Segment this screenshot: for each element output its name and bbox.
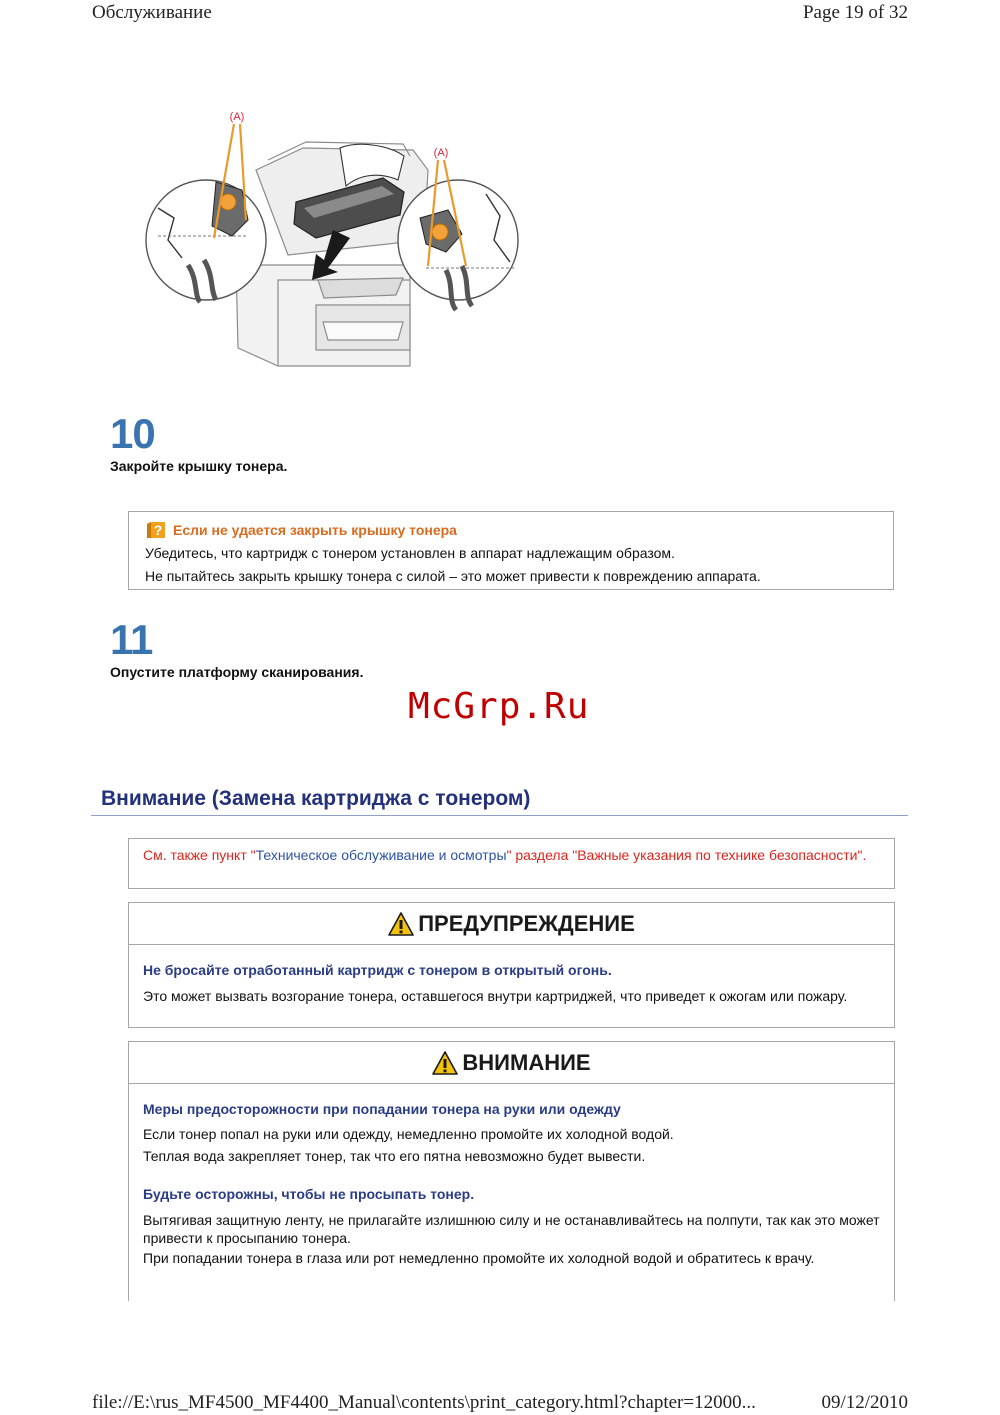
- warning-header: [129, 903, 894, 945]
- caution-box: [128, 1041, 895, 1301]
- section-title: Внимание (Замена картриджа с тонером): [101, 787, 531, 810]
- note-title-text: Если не удается закрыть крышку тонера: [173, 522, 457, 538]
- printer-illustration: [128, 90, 546, 382]
- note-title: [145, 521, 457, 539]
- footer-date: 09/12/2010: [821, 1392, 908, 1413]
- step-11-number: 11: [110, 616, 153, 663]
- warning-text: Это может вызвать возгорание тонера, оставшегося внутри картриджей, что приведет к ожогам или пожару.: [143, 988, 848, 1004]
- callout-label-right: (A): [433, 147, 449, 159]
- header-section-title: Обслуживание: [92, 2, 212, 23]
- caution-triangle-icon: [432, 1051, 458, 1075]
- left-detail-circle: [146, 180, 266, 302]
- caution-text-2a: Вытягивая защитную ленту, не прилагайте излишнюю силу и не останавливайтесь на полпути, так как это может привести к просыпанию тонера.: [143, 1212, 880, 1246]
- warning-heading: ПРЕДУПРЕЖДЕНИЕ: [418, 910, 635, 936]
- note-line-1: Убедитесь, что картридж с тонером установлен в аппарат надлежащим образом.: [145, 545, 675, 561]
- step-10-number: 10: [110, 410, 155, 457]
- see-also-suffix: " раздела "Важные указания по технике безопасности".: [506, 847, 867, 863]
- see-also-prefix: См. также пункт ": [143, 847, 256, 863]
- caution-text-1b: Теплая вода закрепляет тонер, так что его пятна невозможно будет вывести.: [143, 1148, 646, 1164]
- caution-header: [129, 1042, 894, 1084]
- warning-subtitle: Не бросайте отработанный картридж с тонером в открытый огонь.: [143, 962, 612, 978]
- caution-text-2b: При попадании тонера в глаза или рот немедленно промойте их холодной водой и обратитесь к врачу.: [143, 1250, 815, 1266]
- step-10-text: Закройте крышку тонера.: [110, 458, 288, 474]
- svg-text:?: ?: [153, 522, 163, 538]
- note-box: [128, 511, 894, 590]
- header-page-number: Page 19 of 32: [802, 2, 908, 23]
- watermark-text: McGrp.Ru: [408, 686, 590, 727]
- step-11-text: Опустите платформу сканирования.: [110, 664, 364, 680]
- caution-heading: ВНИМАНИЕ: [462, 1049, 591, 1075]
- note-line-2: Не пытайтесь закрыть крышку тонера с силой – это может привести к повреждению аппарата.: [145, 568, 761, 584]
- see-also-box: [128, 838, 895, 889]
- question-hint-icon: [145, 521, 167, 539]
- caution-subtitle-2: Будьте осторожны, чтобы не просыпать тонер.: [143, 1186, 475, 1202]
- caution-subtitle-1: Меры предосторожности при попадании тонера на руки или одежду: [143, 1101, 621, 1117]
- callout-label-left: (A): [229, 111, 245, 123]
- see-also-link[interactable]: Техническое обслуживание и осмотры: [255, 847, 507, 863]
- footer-file-path: file://E:\rus_MF4500_MF4400_Manual\contents\print_category.html?chapter=12000...: [92, 1392, 756, 1413]
- warning-triangle-icon: [388, 912, 414, 936]
- warning-box: [128, 902, 895, 1028]
- see-also-text: [143, 846, 873, 864]
- section-divider: [91, 815, 908, 816]
- caution-text-1a: Если тонер попал на руки или одежду, немедленно промойте их холодной водой.: [143, 1126, 674, 1142]
